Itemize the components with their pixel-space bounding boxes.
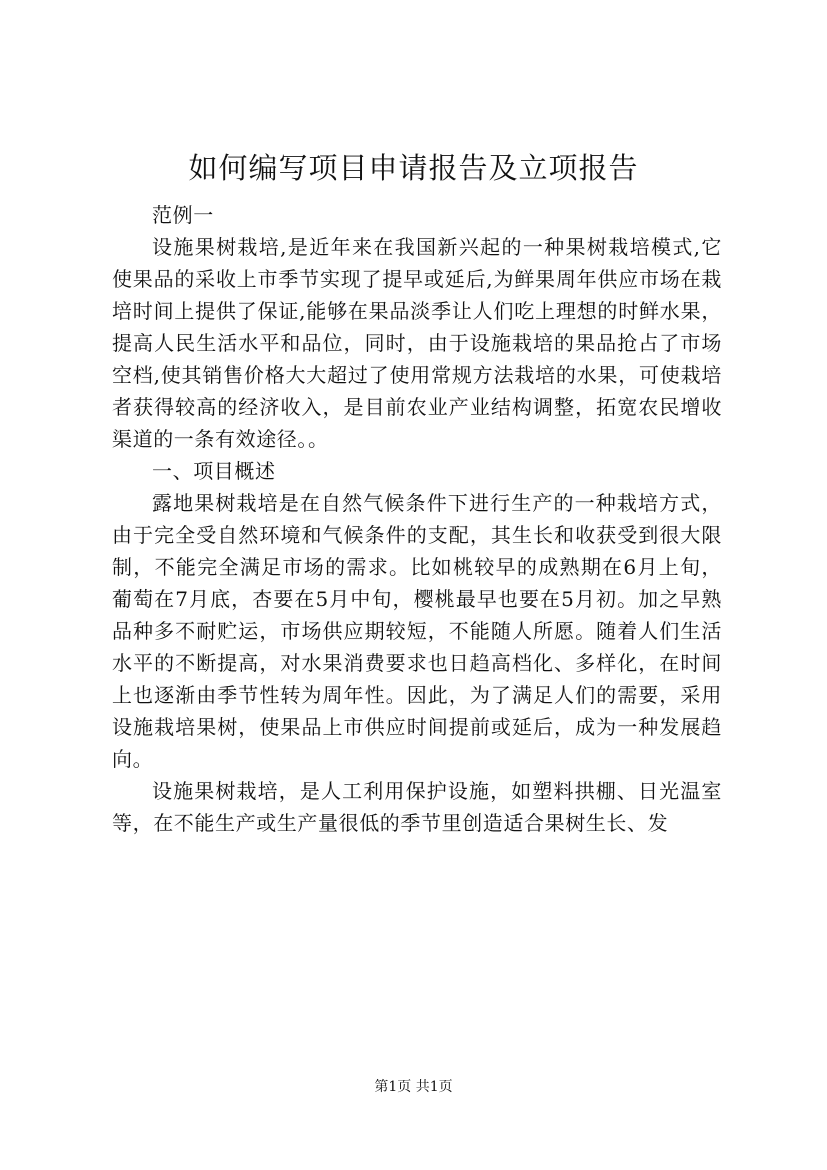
- paragraph-definition: 设施果树栽培，是人工利用保护设施，如塑料拱棚、日光温室等，在不能生产或生产量很低的季节里创造适合果树生长、发: [112, 779, 722, 835]
- page-footer: 第1页 共1页: [374, 1079, 453, 1095]
- paragraph-intro: 设施果树栽培,是近年来在我国新兴起的一种果树栽培模式,它使果品的采收上市季节实现了提早或延后,为鲜果周年供应市场在栽培时间上提供了保证,能够在果品淡季让人们吃上理想的时鲜水果，提高人民生活水平和品位，同时，由于设施栽培的果品抢占了市场空档,使其销售价格大大超过了使用常规方法栽培的水果，可使栽培者获得较高的经济收入，是目前农业产业结构调整，拓宽农民增收渠道的一条有效途径。。: [112, 235, 722, 451]
- document-body: [112, 199, 722, 839]
- paragraph-section-heading: 一、项目概述: [152, 459, 276, 483]
- paragraph-overview: 露地果树栽培是在自然气候条件下进行生产的一种栽培方式，由于完全受自然环境和气候条件的支配，其生长和收获受到很大限制，不能完全满足市场的需求。比如桃较早的成熟期在6月上旬，葡萄在7月底，杏要在5月中旬，樱桃最早也要在5月初。加之早熟品种多不耐贮运，市场供应期较短，不能随人所愿。随着人们生活水平的不断提高，对水果消费要求也日趋高档化、多样化，在时间上也逐渐由季节性转为周年性。因此，为了满足人们的需要，采用设施栽培果树，使果品上市供应时间提前或延后，成为一种发展趋向。: [112, 491, 722, 771]
- paragraph-example-heading: 范例一: [152, 203, 214, 227]
- document-title: 如何编写项目申请报告及立项报告: [188, 151, 639, 185]
